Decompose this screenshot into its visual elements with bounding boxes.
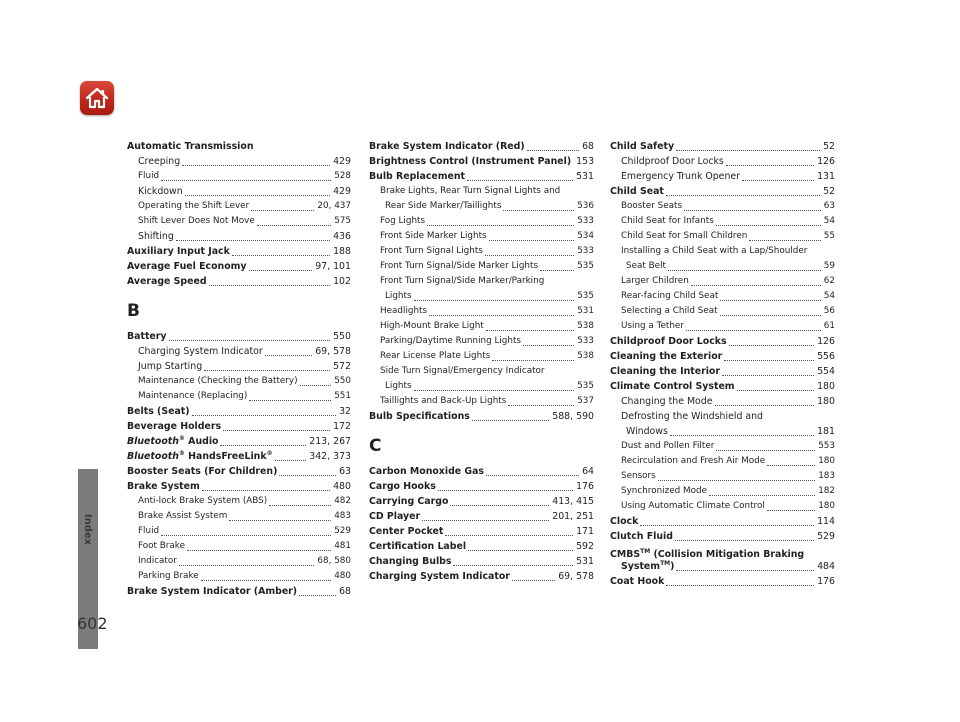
home-icon bbox=[84, 86, 110, 110]
index-heading-entry[interactable]: Auxiliary Input Jack 188 bbox=[127, 246, 351, 257]
index-heading-entry[interactable]: Bluetooth® Audio 213, 267 bbox=[127, 434, 351, 447]
index-entry[interactable]: Charging System Indicator 69, 578 bbox=[138, 346, 351, 357]
index-heading-entry[interactable]: Coat Hook 176 bbox=[610, 576, 835, 587]
index-entry[interactable]: Parking/Daytime Running Lights 533 bbox=[380, 336, 594, 346]
index-entry[interactable]: Creeping 429 bbox=[138, 156, 351, 167]
index-heading-entry[interactable]: Center Pocket 171 bbox=[369, 526, 594, 537]
index-entry[interactable]: Front Turn Signal/Side Marker Lights 535 bbox=[380, 261, 594, 271]
index-column-2 bbox=[369, 139, 594, 584]
index-entry[interactable]: Windows 181 bbox=[626, 426, 835, 437]
index-entry[interactable]: Using Automatic Climate Control 180 bbox=[621, 501, 835, 511]
index-column-1 bbox=[127, 139, 351, 599]
index-column-3 bbox=[610, 139, 835, 589]
index-entry[interactable]: Shifting 436 bbox=[138, 231, 351, 242]
index-entry[interactable]: Foot Brake 481 bbox=[138, 541, 351, 551]
index-entry-line: Front Turn Signal/Side Marker/Parking bbox=[380, 276, 545, 286]
index-entry[interactable]: Child Seat for Small Children 55 bbox=[621, 231, 835, 241]
section-letter-b: B bbox=[127, 301, 140, 321]
index-heading-entry[interactable]: Clutch Fluid 529 bbox=[610, 531, 835, 542]
index-entry[interactable]: Operating the Shift Lever 20, 437 bbox=[138, 201, 351, 211]
index-entry[interactable]: Maintenance (Replacing) 551 bbox=[138, 391, 351, 401]
section-letter-c: C bbox=[369, 436, 382, 456]
index-heading-entry[interactable]: Climate Control System 180 bbox=[610, 381, 835, 392]
index-side-label: Index bbox=[82, 513, 94, 545]
index-heading-entry[interactable]: Carbon Monoxide Gas 64 bbox=[369, 466, 594, 477]
index-heading-entry[interactable]: Cleaning the Interior 554 bbox=[610, 366, 835, 377]
home-button[interactable] bbox=[80, 81, 114, 115]
index-heading-entry[interactable]: Brake System Indicator (Red) 68 bbox=[369, 141, 594, 152]
index-heading-entry[interactable]: Battery 550 bbox=[127, 331, 351, 342]
index-entry[interactable]: Indicator 68, 580 bbox=[138, 556, 351, 566]
index-heading-entry[interactable]: Cargo Hooks 176 bbox=[369, 481, 594, 492]
index-heading-entry[interactable]: System™) 484 bbox=[621, 559, 835, 572]
index-entry[interactable]: High-Mount Brake Light 538 bbox=[380, 321, 594, 331]
index-heading-entry[interactable]: Certification Label 592 bbox=[369, 541, 594, 552]
index-entry[interactable]: Jump Starting 572 bbox=[138, 361, 351, 372]
index-entry-line: Defrosting the Windshield and bbox=[621, 411, 764, 422]
index-entry[interactable]: Booster Seats 63 bbox=[621, 201, 835, 211]
index-entry-line: Brake Lights, Rear Turn Signal Lights and bbox=[380, 186, 561, 196]
index-heading-entry[interactable]: Average Fuel Economy 97, 101 bbox=[127, 261, 351, 272]
index-heading-entry[interactable]: Childproof Door Locks 126 bbox=[610, 336, 835, 347]
index-entry[interactable]: Recirculation and Fresh Air Mode 180 bbox=[621, 456, 835, 466]
index-entry[interactable]: Dust and Pollen Filter 553 bbox=[621, 441, 835, 451]
index-heading: Automatic Transmission bbox=[127, 141, 254, 152]
index-heading-entry[interactable]: Brake System 480 bbox=[127, 481, 351, 492]
index-entry[interactable]: Brake Assist System 483 bbox=[138, 511, 351, 521]
index-entry[interactable]: Childproof Door Locks 126 bbox=[621, 156, 835, 167]
index-heading-entry[interactable]: Beverage Holders 172 bbox=[127, 421, 351, 432]
index-entry[interactable]: Emergency Trunk Opener 131 bbox=[621, 171, 835, 182]
index-heading-entry[interactable]: Bulb Replacement 531 bbox=[369, 171, 594, 182]
index-entry[interactable]: Seat Belt 59 bbox=[626, 261, 835, 271]
index-heading-entry[interactable]: Belts (Seat) 32 bbox=[127, 406, 351, 417]
index-entry[interactable]: Taillights and Back-Up Lights 537 bbox=[380, 396, 594, 406]
index-heading-entry[interactable]: Bulb Specifications 588, 590 bbox=[369, 411, 594, 422]
index-heading-entry[interactable]: Bluetooth® HandsFreeLink® 342, 373 bbox=[127, 449, 351, 462]
index-heading-entry[interactable]: Child Safety 52 bbox=[610, 141, 835, 152]
index-entry[interactable]: Front Turn Signal Lights 533 bbox=[380, 246, 594, 256]
index-entry[interactable]: Anti-lock Brake System (ABS) 482 bbox=[138, 496, 351, 506]
index-heading-entry[interactable]: Booster Seats (For Children) 63 bbox=[127, 466, 351, 477]
index-entry[interactable]: Fluid 529 bbox=[138, 526, 351, 536]
index-entry[interactable]: Synchronized Mode 182 bbox=[621, 486, 835, 496]
index-heading-entry[interactable]: Brightness Control (Instrument Panel) 153 bbox=[369, 156, 595, 167]
index-entry[interactable]: Parking Brake 480 bbox=[138, 571, 351, 581]
index-heading-entry[interactable]: Carrying Cargo 413, 415 bbox=[369, 496, 594, 507]
index-heading-entry[interactable]: Charging System Indicator 69, 578 bbox=[369, 571, 594, 582]
index-heading-entry[interactable]: Average Speed 102 bbox=[127, 276, 351, 287]
index-entry[interactable]: Rear License Plate Lights 538 bbox=[380, 351, 594, 361]
index-entry-line: Side Turn Signal/Emergency Indicator bbox=[380, 366, 545, 376]
index-entry[interactable]: Rear Side Marker/Taillights 536 bbox=[385, 201, 594, 211]
index-heading-entry[interactable]: CD Player 201, 251 bbox=[369, 511, 594, 522]
index-entry[interactable]: Lights 535 bbox=[385, 291, 594, 301]
index-heading-entry[interactable]: Brake System Indicator (Amber) 68 bbox=[127, 586, 351, 597]
index-entry[interactable]: Headlights 531 bbox=[380, 306, 594, 316]
index-heading-line: CMBS™ (Collision Mitigation Braking bbox=[610, 548, 805, 561]
index-heading-entry[interactable]: Changing Bulbs 531 bbox=[369, 556, 594, 567]
index-entry[interactable]: Sensors 183 bbox=[621, 471, 835, 481]
index-entry[interactable]: Lights 535 bbox=[385, 381, 594, 391]
index-entry[interactable]: Larger Children 62 bbox=[621, 276, 835, 286]
index-entry[interactable]: Child Seat for Infants 54 bbox=[621, 216, 835, 226]
index-entry[interactable]: Fog Lights 533 bbox=[380, 216, 594, 226]
index-entry[interactable]: Shift Lever Does Not Move 575 bbox=[138, 216, 351, 226]
index-entry[interactable]: Changing the Mode 180 bbox=[621, 396, 835, 407]
index-entry[interactable]: Rear-facing Child Seat 54 bbox=[621, 291, 835, 301]
index-entry[interactable]: Selecting a Child Seat 56 bbox=[621, 306, 835, 316]
index-entry[interactable]: Using a Tether 61 bbox=[621, 321, 835, 331]
index-heading-entry[interactable]: Child Seat 52 bbox=[610, 186, 835, 197]
index-entry[interactable]: Maintenance (Checking the Battery) 550 bbox=[138, 376, 351, 386]
index-entry-line: Installing a Child Seat with a Lap/Shoulder bbox=[621, 246, 808, 256]
index-heading-entry[interactable]: Clock 114 bbox=[610, 516, 835, 527]
index-entry[interactable]: Front Side Marker Lights 534 bbox=[380, 231, 594, 241]
page-number: 602 bbox=[77, 614, 108, 633]
index-entry[interactable]: Fluid 528 bbox=[138, 171, 351, 181]
index-heading-entry[interactable]: Cleaning the Exterior 556 bbox=[610, 351, 835, 362]
index-entry[interactable]: Kickdown 429 bbox=[138, 186, 351, 197]
